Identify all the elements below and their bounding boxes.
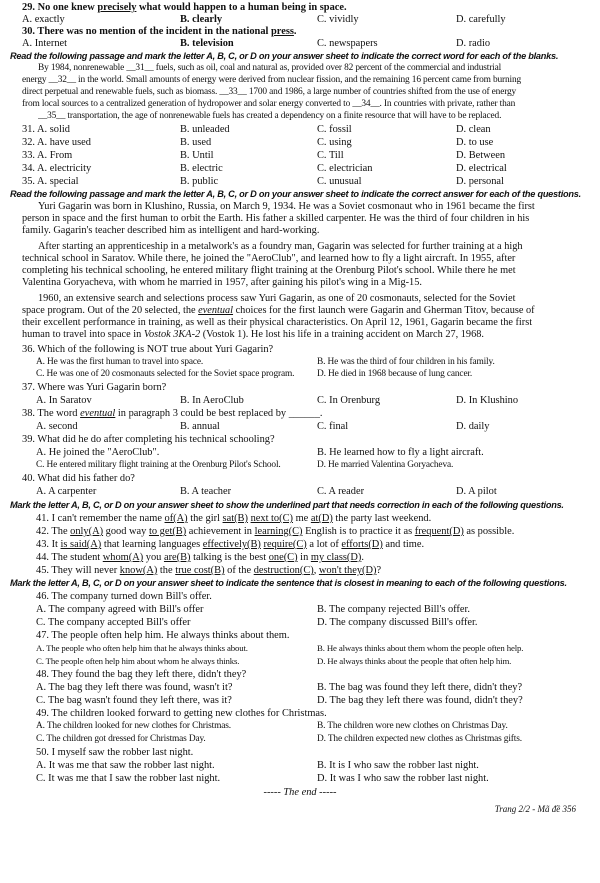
- question-38-options: [36, 421, 582, 433]
- option-47-a: A. The people who often help him that he always thinks about.: [36, 643, 248, 653]
- option-29-a: A. exactly: [22, 14, 65, 25]
- option-35-c: C. unusual: [317, 176, 362, 187]
- option-50-b: B. It is I who saw the robber last night.: [317, 760, 479, 771]
- question-49-stem: 49. The children looked forward to getting new clothes for Christmas.: [36, 708, 327, 719]
- option-47-b: B. He always thinks about them whom the people often help.: [317, 643, 524, 653]
- reading-line-9: space program. Out of the 20 selected, the eventual choices for the first launch were Gagarin and Gherman Titov, because of: [22, 305, 535, 316]
- option-48-d: D. The bag they left there was found, didn't they?: [317, 695, 523, 706]
- cloze-options-32: [22, 137, 582, 149]
- option-29-c: C. vividly: [317, 14, 359, 25]
- instruction-error-id: Mark the letter A, B, C, or D on your answer sheet to show the underlined part that needs correction in each of the following questions.: [10, 500, 564, 510]
- option-32-b: B. used: [180, 137, 212, 148]
- option-34-c: C. electrician: [317, 163, 373, 174]
- cloze-line-3: direct perpetual and renewable fuels, such as biomass. __33__ 1700 and 1986, a large number of countries shifted from the use of energy: [22, 87, 517, 97]
- option-31-d: D. clean: [456, 124, 491, 135]
- option-31-c: C. fossil: [317, 124, 352, 135]
- option-37-a: A. In Saratov: [36, 395, 92, 406]
- option-34-b: B. electric: [180, 163, 223, 174]
- question-29-options: [22, 14, 582, 26]
- option-50-a: A. It was me that saw the robber last night.: [36, 760, 215, 771]
- question-37-options: [36, 395, 582, 407]
- option-33-c: C. Till: [317, 150, 344, 161]
- question-48-options-ab: [36, 682, 582, 694]
- option-33-d: D. Between: [456, 150, 506, 161]
- reading-line-1: Yuri Gagarin was born in Klushino, Russia, on March 9, 1934. He was a Soviet cosmonaut who in 1961 became the first: [38, 201, 535, 212]
- reading-line-11: human to travel into space in Vostok 3KA-2 (Vostok 1). He lost his life in a training accident on March 27, 1968.: [22, 329, 484, 340]
- cloze-options-35: [22, 176, 582, 188]
- option-32-c: C. using: [317, 137, 352, 148]
- cloze-line-5: __35__ transportation, the age of nonrenewable fuels has created a dependency on a finite resource that will have to be replaced.: [38, 111, 502, 121]
- cloze-options-33: [22, 150, 582, 162]
- option-37-b: B. In AeroClub: [180, 395, 244, 406]
- question-39-stem: 39. What did he do after completing his technical schooling?: [22, 434, 275, 445]
- question-48-stem: 48. They found the bag they left there, didn't they?: [36, 669, 247, 680]
- reading-line-10: their excellent performance in training, as well as their physical characteristics. On April 12, 1961, Gagarin became the first: [22, 317, 533, 328]
- option-48-b: B. The bag was found they left there, didn't they?: [317, 682, 523, 693]
- option-30-b: B. television: [180, 38, 234, 49]
- option-36-b: B. He was the third of four children in his family.: [317, 357, 495, 367]
- question-36-options-cd: [36, 369, 582, 381]
- option-46-c: C. The company accepted Bill's offer: [36, 617, 191, 628]
- question-50-options-cd: [36, 773, 582, 785]
- question-46-options-cd: [36, 617, 582, 629]
- option-34-d: D. electrical: [456, 163, 507, 174]
- option-31-b: B. unleaded: [180, 124, 230, 135]
- option-35-b: B. public: [180, 176, 219, 187]
- question-46-stem: 46. The company turned down Bill's offer.: [36, 591, 212, 602]
- option-47-c: C. The people often help him about whom he always thinks.: [36, 656, 240, 666]
- question-44: 44. The student whom(A) you are(B) talking is the best one(C) in my class(D).: [36, 552, 364, 563]
- question-29-stem: 29. No one knew precisely what would happen to a human being in space.: [22, 2, 347, 13]
- option-49-b: B. The children wore new clothes on Christmas Day.: [317, 721, 508, 731]
- question-36-stem: 36. Which of the following is NOT true about Yuri Gagarin?: [22, 344, 274, 355]
- question-47-options-cd: [36, 656, 582, 668]
- cloze-options-34: [22, 163, 582, 175]
- page-footer: Trang 2/2 - Mã đề 356: [494, 804, 576, 814]
- option-39-a: A. He joined the "AeroClub".: [36, 447, 160, 458]
- question-38-stem: 38. The word eventual in paragraph 3 could be best replaced by ______.: [22, 408, 323, 419]
- option-46-b: B. The company rejected Bill's offer.: [317, 604, 470, 615]
- vostok-name: Vostok 3KA-2: [143, 329, 201, 340]
- question-43: 43. It is said(A) that learning languages effectively(B) require(C) a lot of efforts(D) and time.: [36, 539, 425, 550]
- reading-line-3: family. Gagarin's teacher described him as intelligent and hard-working.: [22, 225, 320, 236]
- reading-line-7: Valentina Goryacheva, with whom he married in 1957, after gaining his pilot's wing in a Mig-15.: [22, 277, 422, 288]
- option-39-c: C. He entered military flight training at the Orenburg Pilot's School.: [36, 460, 281, 470]
- question-40-stem: 40. What did his father do?: [22, 473, 135, 484]
- option-49-d: D. The children expected new clothes as Christmas gifts.: [317, 734, 522, 744]
- option-32-d: D. to use: [456, 137, 494, 148]
- option-32-a: 32. A. have used: [22, 137, 91, 148]
- cloze-options-31: [22, 124, 582, 136]
- question-39-options-cd: [36, 460, 582, 472]
- question-49-options-ab: [36, 721, 582, 733]
- option-50-d: D. It was I who saw the robber last night.: [317, 773, 489, 784]
- reading-line-6: completing his technical schooling, he entered military flight training at the Orenburg Pilot's school. While there he met: [22, 265, 516, 276]
- end-mark: ----- The end -----: [263, 787, 337, 798]
- question-37-stem: 37. Where was Yuri Gagarin born?: [22, 382, 167, 393]
- option-31-a: 31. A. solid: [22, 124, 70, 135]
- question-40-options: [36, 486, 582, 498]
- question-49-options-cd: [36, 734, 582, 746]
- option-48-a: A. The bag they left there was found, wasn't it?: [36, 682, 233, 693]
- option-39-d: D. He married Valentina Goryacheva.: [317, 460, 454, 470]
- option-29-b: B. clearly: [180, 14, 223, 25]
- option-30-a: A. Internet: [22, 38, 68, 49]
- option-38-c: C. final: [317, 421, 349, 432]
- question-41: 41. I can't remember the name of(A) the girl sat(B) next to(C) me at(D) the party last weekend.: [36, 513, 432, 524]
- question-46-options-ab: [36, 604, 582, 616]
- option-33-b: B. Until: [180, 150, 214, 161]
- question-50-stem: 50. I myself saw the robber last night.: [36, 747, 194, 758]
- reading-line-5: technical school in Saratov. While there, he joined the "AeroClub", and learned how to fly a light aircraft. In 1955, after: [22, 253, 516, 264]
- option-49-a: A. The children looked for new clothes for Christmas.: [36, 721, 231, 731]
- option-29-d: D. carefully: [456, 14, 506, 25]
- option-40-c: C. A reader: [317, 486, 365, 497]
- option-49-c: C. The children got dressed for Christmas Day.: [36, 734, 206, 744]
- option-38-a: A. second: [36, 421, 78, 432]
- option-37-c: C. In Orenburg: [317, 395, 381, 406]
- cloze-line-2: energy __32__ in the world. Small amounts of energy were derived from nuclear fission, and the remaining 16 percent came from burning: [22, 75, 522, 85]
- question-30-stem: 30. There was no mention of the incident in the national press.: [22, 26, 297, 37]
- reading-line-4: After starting an apprenticeship in a metalwork's as a foundry man, Gagarin was selected for further training at a high: [38, 241, 523, 252]
- option-39-b: B. He learned how to fly a light aircraft.: [317, 447, 484, 458]
- option-46-d: D. The company discussed Bill's offer.: [317, 617, 478, 628]
- option-48-c: C. The bag wasn't found they left there, was it?: [36, 695, 232, 706]
- option-35-d: D. personal: [456, 176, 504, 187]
- cloze-line-4: from local sources to a centralized generation of hydropower and solar energy converted to __34__. In countries with private, rather than: [22, 99, 516, 109]
- question-48-options-cd: [36, 695, 582, 707]
- option-50-c: C. It was me that I saw the robber last night.: [36, 773, 221, 784]
- question-47-options-ab: [36, 643, 582, 655]
- option-38-d: D. daily: [456, 421, 490, 432]
- question-42: 42. The only(A) good way to get(B) achievement in learning(C) English is to practice it as frequent(D) as possible.: [36, 526, 515, 537]
- question-45: 45. They will never know(A) the true cost(B) of the destruction(C), won't they(D)?: [36, 565, 382, 576]
- option-36-d: D. He died in 1968 because of lung cancer.: [317, 369, 473, 379]
- question-47-stem: 47. The people often help him. He always thinks about them.: [36, 630, 290, 641]
- option-36-a: A. He was the first human to travel into space.: [36, 357, 204, 367]
- option-35-a: 35. A. special: [22, 176, 79, 187]
- option-34-a: 34. A. electricity: [22, 163, 92, 174]
- option-30-c: C. newspapers: [317, 38, 378, 49]
- question-36-options-ab: [36, 357, 582, 369]
- word-eventual: eventual: [198, 305, 234, 316]
- option-40-b: B. A teacher: [180, 486, 232, 497]
- option-47-d: D. He always thinks about the people that often help him.: [317, 656, 512, 666]
- reading-line-2: person in space and the first human to orbit the Earth. His father a skilled carpenter. He was the third of four children in his: [22, 213, 530, 224]
- instruction-reading: Read the following passage and mark the letter A, B, C, or D on your answer sheet to indicate the correct answer for each of the questions.: [10, 189, 581, 199]
- reading-line-8: 1960, an extensive search and selections process saw Yuri Gagarin, as one of 20 cosmonauts, selected for the Soviet: [38, 293, 516, 304]
- option-36-c: C. He was one of 20 cosmonauts selected for the Soviet space program.: [36, 369, 295, 379]
- instruction-cloze: Read the following passage and mark the letter A, B, C, or D on your answer sheet to indicate the correct word for each of the blanks.: [10, 51, 559, 61]
- question-30-options: [22, 38, 582, 50]
- option-37-d: D. In Klushino: [456, 395, 519, 406]
- instruction-closest-meaning: Mark the letter A, B, C, or D on your answer sheet to indicate the sentence that is closest in meaning to each of the following questions.: [10, 578, 567, 588]
- option-40-d: D. A pilot: [456, 486, 497, 497]
- option-33-a: 33. A. From: [22, 150, 73, 161]
- option-30-d: D. radio: [456, 38, 491, 49]
- cloze-line-1: By 1984, nonrenewable __31__ fuels, such as oil, coal and natural as, provided over 82 percent of the commercial and industrial: [38, 63, 502, 73]
- option-46-a: A. The company agreed with Bill's offer: [36, 604, 204, 615]
- option-40-a: A. A carpenter: [36, 486, 97, 497]
- question-50-options-ab: [36, 760, 582, 772]
- option-38-b: B. annual: [180, 421, 220, 432]
- question-39-options-ab: [36, 447, 582, 459]
